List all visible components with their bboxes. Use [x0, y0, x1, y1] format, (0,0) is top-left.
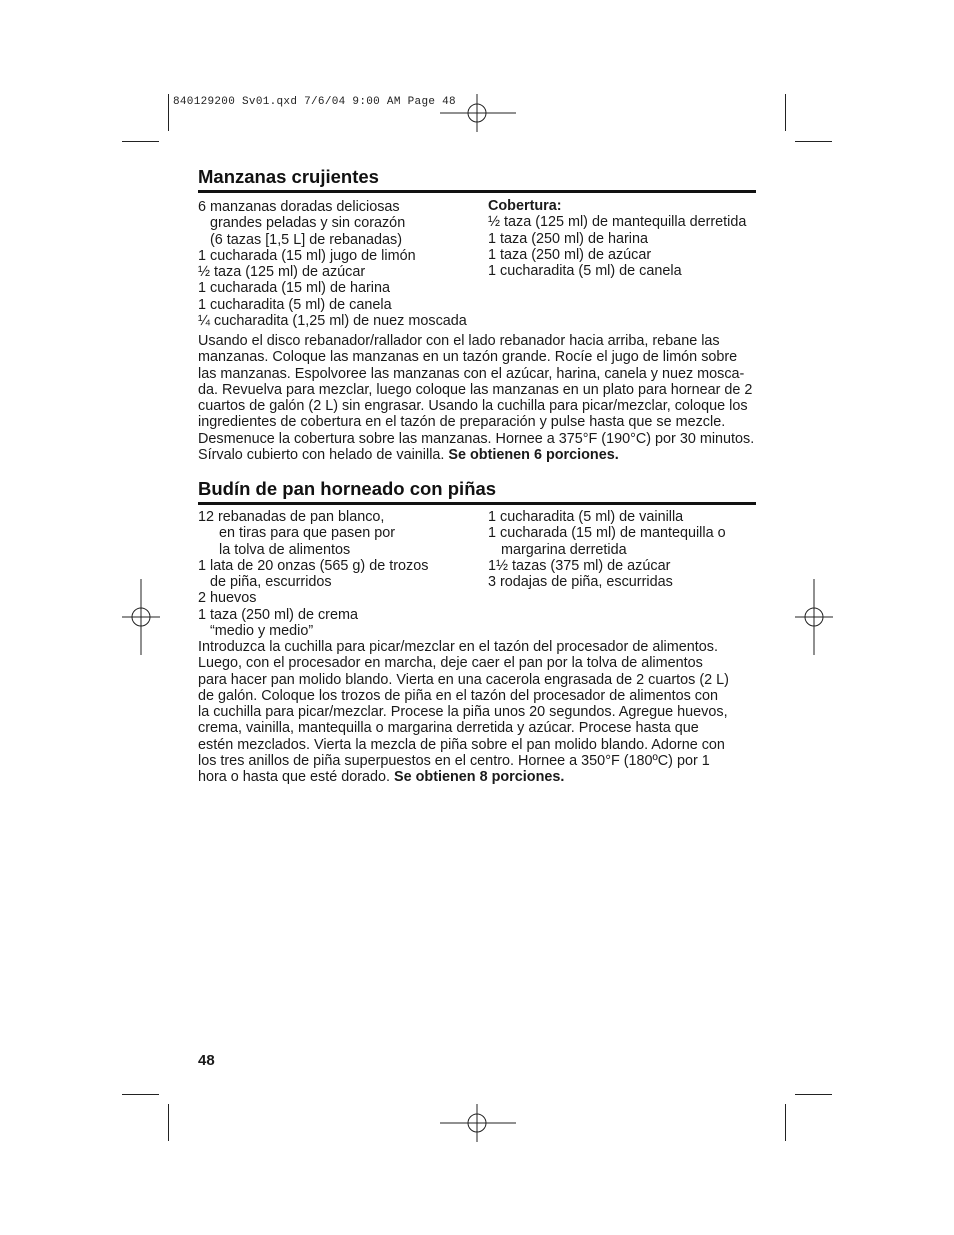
ingredients-right-2 — [488, 509, 726, 590]
instruction-text: hora o hasta que esté dorado. — [198, 769, 395, 786]
ingredients-right-1 — [488, 198, 746, 279]
crop-mark-tr-vertical — [785, 94, 786, 131]
ingredient-line: 12 rebanadas de pan blanco, — [198, 509, 385, 525]
ingredient-line: 1 cucharada (15 ml) de mantequilla o — [488, 525, 726, 542]
instruction-line-last — [198, 769, 758, 785]
ingredient-line: 1 lata de 20 onzas (565 g) de trozos — [198, 557, 429, 574]
ingredient-line: 1 cucharadita (5 ml) de canela — [198, 296, 392, 313]
ingredient-line: (6 tazas [1,5 L] de rebanadas) — [210, 231, 402, 248]
yield-text: Se obtienen 8 porciones. — [394, 769, 565, 786]
recipe-title-manzanas: Manzanas crujientes — [198, 166, 379, 187]
registration-mark-top-icon — [440, 94, 516, 132]
instructions-2 — [198, 639, 758, 786]
ingredient-line: en tiras para que pasen por — [219, 525, 396, 542]
ingredient-line: 1 taza (250 ml) de crema — [198, 606, 358, 623]
title-rule — [198, 190, 756, 193]
ingredients-left-1 — [198, 199, 467, 329]
ingredient-line: ½ taza (125 ml) de mantequilla derretida — [488, 214, 747, 231]
instruction-line: manzanas. Coloque las manzanas en un tazón grande. Rocíe el jugo de limón sobre — [198, 349, 738, 366]
instruction-line: estén mezclados. Vierta la mezcla de piña sobre el pan molido blando. Adorne con — [198, 736, 725, 753]
crop-mark-tl-horizontal — [122, 141, 159, 142]
instruction-text: Sírvalo cubierto con helado de vainilla. — [198, 447, 449, 464]
ingredient-line: de piña, escurridos — [210, 574, 332, 591]
registration-mark-bottom-icon — [440, 1104, 516, 1142]
registration-mark-left-icon — [122, 579, 160, 655]
crop-mark-bl-vertical — [168, 1104, 169, 1141]
ingredient-line: 2 huevos — [198, 590, 257, 607]
ingredient-line: 1 taza (250 ml) de harina — [488, 230, 648, 247]
crop-mark-bl-horizontal — [122, 1094, 159, 1095]
instruction-line: las manzanas. Espolvoree las manzanas con el azúcar, harina, canela y nuez mosca- — [198, 365, 745, 382]
instruction-line: ingredientes de cobertura en el tazón de preparación y pulse hasta que se mezcle. — [198, 414, 726, 431]
file-slug: 840129200 Sv01.qxd 7/6/04 9:00 AM Page 48 — [173, 96, 456, 108]
ingredient-line: “medio y medio” — [210, 623, 314, 640]
ingredient-line: margarina derretida — [501, 541, 627, 558]
crop-mark-br-vertical — [785, 1104, 786, 1141]
topping-heading: Cobertura: — [488, 198, 562, 214]
instruction-line: Desmenuce la cobertura sobre las manzanas. Hornee a 375°F (190°C) por 30 minutos. — [198, 430, 755, 447]
instruction-line-last — [198, 447, 758, 463]
instruction-line: la cuchilla para picar/mezclar. Procese la piña unos 20 segundos. Agregue huevos, — [198, 704, 728, 721]
instruction-line: da. Revuelva para mezclar, luego coloque las manzanas en un plato para hornear de 2 — [198, 381, 753, 398]
crop-mark-tr-horizontal — [795, 141, 832, 142]
ingredient-line: 1 taza (250 ml) de azúcar — [488, 246, 652, 263]
ingredient-line: grandes peladas y sin corazón — [210, 215, 406, 232]
instruction-line: crema, vainilla, mantequilla o margarina derretida y azúcar. Procese hasta que — [198, 720, 699, 737]
instruction-line: de galón. Coloque los trozos de piña en el tazón del procesador de alimentos con — [198, 687, 719, 704]
instruction-line: para hacer pan molido blando. Vierta en una cacerola engrasada de 2 cuartos (2 L) — [198, 671, 729, 688]
registration-mark-right-icon — [795, 579, 833, 655]
ingredient-line: 3 rodajas de piña, escurridas — [488, 574, 673, 591]
crop-mark-br-horizontal — [795, 1094, 832, 1095]
ingredient-line: 1½ tazas (375 ml) de azúcar — [488, 557, 671, 574]
instruction-line: Introduzca la cuchilla para picar/mezclar en el tazón del procesador de alimentos. — [198, 639, 718, 655]
instruction-line: los tres anillos de piña superpuestos en el centro. Hornee a 350°F (180ºC) por 1 — [198, 753, 710, 770]
instruction-line: Usando el disco rebanador/rallador con el lado rebanador hacia arriba, rebane las — [198, 333, 720, 349]
ingredients-left-2 — [198, 509, 428, 639]
ingredient-line: 6 manzanas doradas deliciosas — [198, 199, 400, 215]
instructions-1 — [198, 333, 758, 463]
ingredient-line: 1 cucharada (15 ml) de harina — [198, 280, 390, 297]
instruction-line: cuartos de galón (2 L) sin engrasar. Usando la cuchilla para picar/mezclar, coloque los — [198, 398, 748, 415]
ingredient-line: 1 cucharadita (5 ml) de canela — [488, 263, 682, 280]
ingredient-line: ¼ cucharadita (1,25 ml) de nuez moscada — [198, 313, 467, 330]
ingredient-line: la tolva de alimentos — [219, 541, 351, 558]
yield-text: Se obtienen 6 porciones. — [448, 447, 619, 464]
instruction-line: Luego, con el procesador en marcha, deje caer el pan por la tolva de alimentos — [198, 655, 703, 672]
ingredient-line: 1 cucharada (15 ml) jugo de limón — [198, 247, 416, 264]
title-rule — [198, 502, 756, 505]
recipe-title-budin: Budín de pan horneado con piñas — [198, 478, 497, 499]
ingredient-line: 1 cucharadita (5 ml) de vainilla — [488, 509, 684, 525]
page-number: 48 — [198, 1052, 215, 1069]
crop-mark-tl-vertical — [168, 94, 169, 131]
ingredient-line: ½ taza (125 ml) de azúcar — [198, 264, 366, 281]
